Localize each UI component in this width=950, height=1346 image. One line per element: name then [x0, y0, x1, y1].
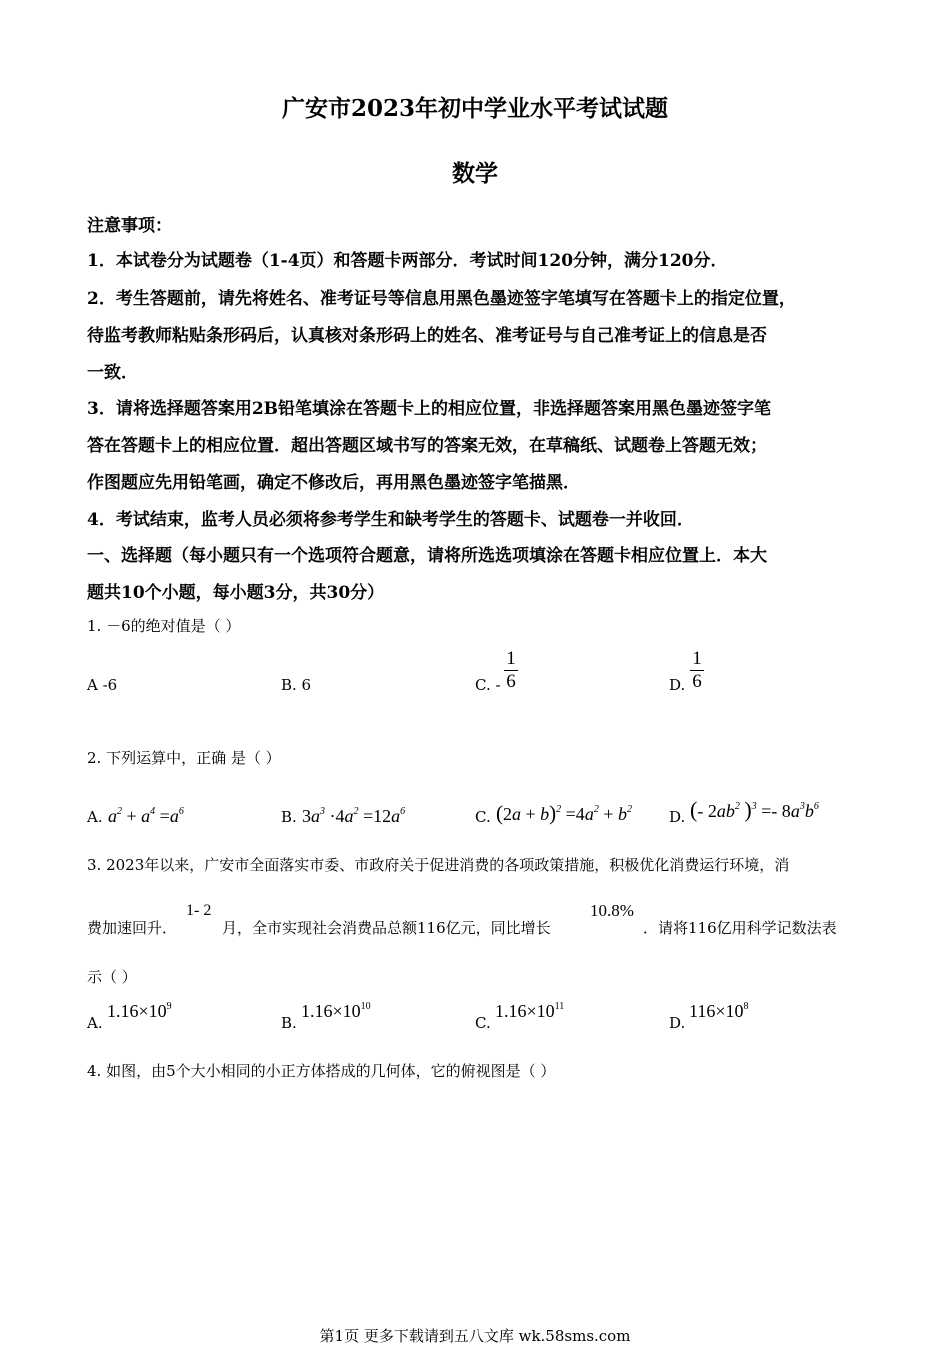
question-3-line3: 示（ ）: [87, 968, 137, 986]
q1-option-d-label: D.: [669, 676, 686, 694]
question-3-line2c: ．请将116亿用科学记数法表: [643, 919, 837, 937]
question-2-stem: 2. 下列运算中，正确 是（ ）: [87, 749, 281, 767]
question-3-line2b: 月，全市实现社会消费品总额116亿元，同比增长: [222, 919, 551, 937]
q2-option-d-label: D.: [669, 808, 686, 826]
q2-option-b-label: B.: [281, 808, 297, 826]
notice-line: 待监考教师粘贴条形码后，认真核对条形码上的姓名、准考证号与自己准考证上的信息是否: [87, 326, 767, 346]
q1-option-c-fraction: [504, 648, 518, 693]
section-heading-cont: 题共10个小题，每小题3分，共30分）: [87, 583, 385, 603]
notice-line: 2．考生答题前，请先将姓名、准考证号等信息用黑色墨迹签字笔填写在答题卡上的指定位置，: [87, 289, 796, 309]
fraction-denominator: 6: [692, 671, 702, 692]
q3-option-a-value: $1.16\times 10^9$: [107, 1001, 172, 1021]
section-heading: 一、选择题（每小题只有一个选项符合题意，请将所选选项填涂在答题卡相应位置上．本大: [87, 546, 767, 566]
page-footer: 第1页 更多下载请到五八文库 wk.58sms.com: [319, 1327, 631, 1345]
question-4-stem: 4. 如图，由5个大小相同的小正方体搭成的几何体，它的俯视图是（ ）: [87, 1062, 556, 1080]
subject-title: 数学: [452, 160, 498, 187]
question-3-percent: 10.8%: [590, 901, 634, 920]
q2-option-a-formula: $a^2 + a^4 =a^6$: [108, 806, 184, 826]
fraction-denominator: 6: [506, 671, 516, 692]
question-1-stem: 1. －6的绝对值是（ ）: [87, 617, 241, 635]
q2-option-c-formula: $(2a + b)^2 =4a^2 + b^2$: [496, 801, 632, 825]
q3-option-d-value: $116\times 10^8$: [689, 1001, 749, 1021]
q3-option-b-value: $1.16\times 10^{10}$: [301, 1001, 371, 1021]
question-3-line2a: 费加速回升．: [87, 919, 178, 937]
fraction-numerator: 1: [692, 648, 702, 669]
question-3-line1: 3. 2023年以来，广安市全面落实市委、市政府关于促进消费的各项政策措施，积极优化消费运行环境，消: [87, 856, 790, 874]
notice-line: 3．请将选择题答案用2B铅笔填涂在答题卡上的相应位置，非选择题答案用黑色墨迹签字笔: [87, 399, 772, 419]
page-title: 广安市2023年初中学业水平考试试题: [281, 95, 668, 122]
q1-option-a: A -6: [87, 676, 118, 694]
q3-option-c-label: C.: [475, 1014, 491, 1032]
question-3-months: 1- 2: [186, 902, 212, 919]
notice-line: 4．考试结束，监考人员必须将参考学生和缺考学生的答题卡、试题卷一并收回．: [87, 510, 694, 530]
q2-option-a-label: A.: [87, 808, 103, 826]
q2-option-b-formula: $3a^3 \cdot 4a^2 =12a^6$: [302, 806, 406, 826]
notice-heading: 注意事项：: [87, 216, 172, 236]
q3-option-d-label: D.: [669, 1014, 686, 1032]
notice-line: 1．本试卷分为试题卷（1-4页）和答题卡两部分．考试时间120分钟，满分120分．: [87, 251, 728, 271]
q2-option-c-label: C.: [475, 808, 491, 826]
notice-line: 作图题应先用铅笔画，确定不修改后，再用黑色墨迹签字笔描黑．: [87, 473, 580, 493]
q2-option-d-formula: (- $2ab^2$ )$^3 =- 8a^3b^6$: [690, 797, 819, 822]
q1-option-d-fraction: [690, 648, 704, 693]
q1-option-c-label: C. -: [475, 676, 501, 694]
q3-option-b-label: B.: [281, 1014, 297, 1032]
q3-option-c-value: $1.16\times 10^{11}$: [495, 1001, 565, 1021]
notice-line: 答在答题卡上的相应位置．超出答题区域书写的答案无效，在草稿纸、试题卷上答题无效；: [87, 436, 767, 456]
q3-option-a-label: A.: [87, 1014, 103, 1032]
fraction-numerator: 1: [506, 648, 516, 669]
notice-line: 一致．: [87, 363, 138, 383]
q1-option-b: B. 6: [281, 676, 312, 694]
